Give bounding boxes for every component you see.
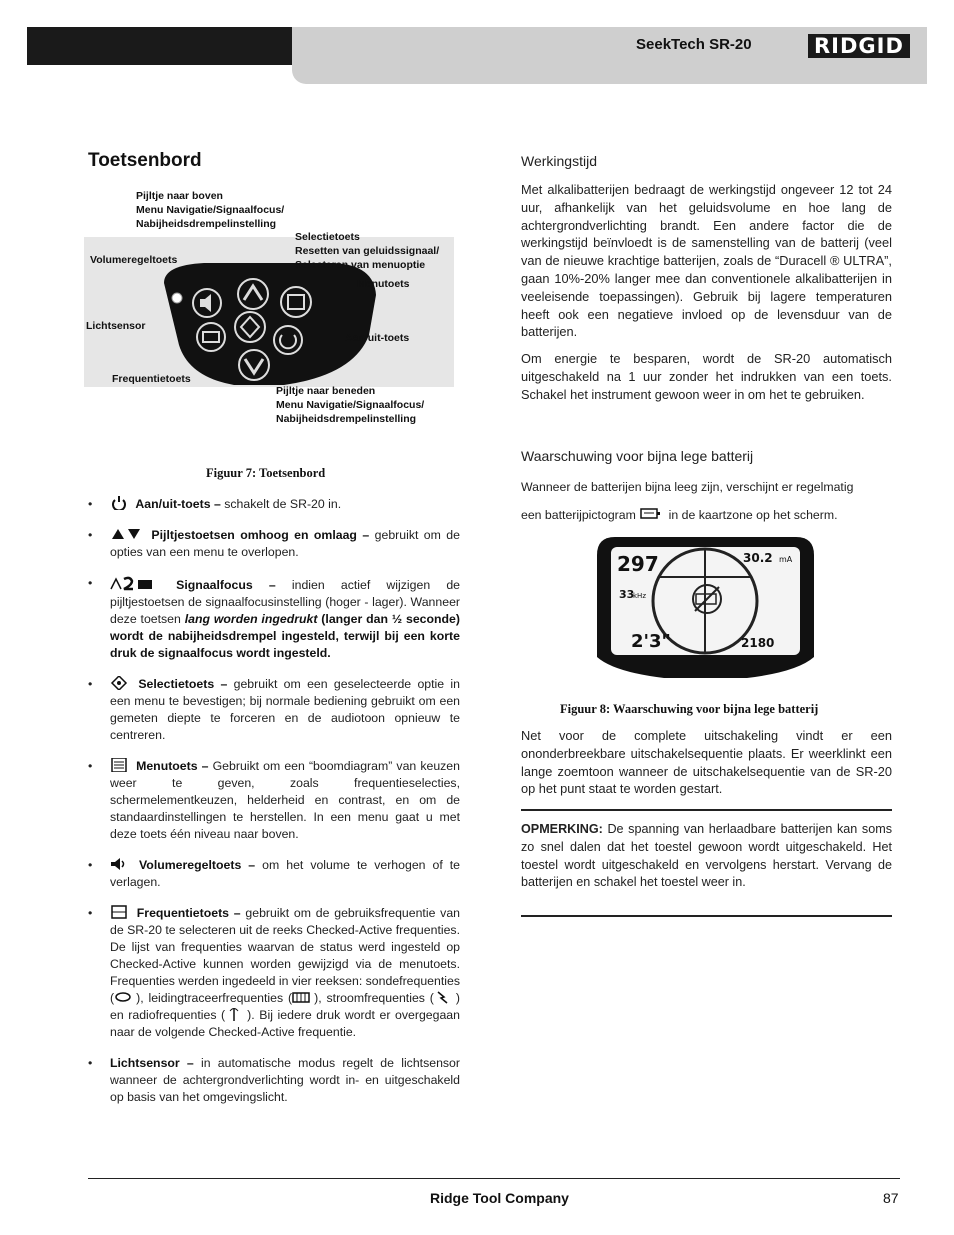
screen-frequency-unit: kHz <box>633 592 646 600</box>
frequency-key-icon <box>197 323 225 351</box>
frequency-icon <box>110 905 128 919</box>
paragraph-uitschakeling: Net voor de complete uitschakeling vindt er een ononderbreekbare uitschakelsequentie plaats. Er weerklinkt een lange zoemtoon wanneer de uitschakelsequentie van de SR-20 op het punt staat te worden gestart. <box>521 728 892 797</box>
label-light-sensor: Lichtsensor <box>86 320 146 332</box>
list-item: • Frequentietoets – gebruikt om de gebruiksfrequentie van de SR-20 te selecteren uit de reeks Checked-Active frequenties. De lijst van frequenties waarvan de status werd ingesteld op Checked-Active kunnen worden gewijzigd via de menutoets. Frequenties werden ingedeeld in vier reeksen: sondefrequenties ( ), leidingtraceerfrequenties ( ), stroomfrequenties ( ) en radiofrequenties ( ). Bij iedere druk wordt er overgegaan naar de volgende Checked-Active frequentie. <box>88 906 461 1039</box>
ridgid-logo: RIDGID <box>808 34 910 58</box>
screen-distance-value: 2'3" <box>631 631 671 652</box>
paragraph-batterij: Wanneer de batterijen bijna leeg zijn, verschijnt er regelmatig een batterijpictogram in de kaartzone op het scherm. <box>521 480 854 522</box>
label-select-key: Selectietoets Resetten van geluidssignaal/ Selecteren van menuoptie <box>295 231 440 271</box>
note-label: OPMERKING: <box>521 822 603 836</box>
figure-8-caption: Figuur 8: Waarschuwing voor bijna lege batterij <box>560 702 819 716</box>
battery-icon <box>639 505 661 521</box>
header-tab <box>292 65 927 84</box>
list-item: • Lichtsensor – in automatische modus regelt de lichtsensor wanneer de achtergrondverlichting wordt in- en uitgeschakeld op basis van het omgevingslicht. <box>88 1056 460 1104</box>
paragraph-energie: Om energie te besparen, wordt de SR-20 automatisch uitgeschakeld na 1 uur zonder het indrukken van een toets. Schakel het instrument gewoon weer in om het te gebruiken. <box>521 351 892 402</box>
select-icon <box>110 676 128 690</box>
list-item: • Menutoets – Gebruikt om een “boomdiagram” van keuzen weer te geven, zoals frequentieselecties, schermelementkeuzen, helderheid en contrast, en om de standaardinstellingen te herstellen. In een menu gaat u met deze toets één niveau naar boven. <box>88 759 460 841</box>
power-key-icon <box>274 326 302 354</box>
screen-current-unit: mA <box>779 555 793 564</box>
screen-frequency-value: 33 <box>619 588 635 601</box>
label-volume-key: Volumeregeltoets <box>90 254 178 266</box>
note-text: De spanning van herlaadbare batterijen kan soms zo snel dalen dat het toestel gewoon wordt uitgeschakeld. Het toestel wordt uitgeschakeld en vervolgens herstart. Vervang de batterijen en schakel het toestel weer in. <box>521 822 892 890</box>
list-item: • Volumeregeltoets – om het volume te verhogen of te verlagen. <box>88 858 461 889</box>
heading-waarschuwing: Waarschuwing voor bijna lege batterij <box>521 448 754 464</box>
footer-rule <box>88 1178 900 1179</box>
footer-company: Ridge Tool Company <box>430 1190 569 1206</box>
power-icon <box>110 496 128 510</box>
list-item: • Aan/uit-toets – schakelt de SR-20 in. <box>88 497 342 511</box>
header-bar-dark <box>27 27 292 65</box>
label-menu-key: Menutoets <box>357 278 410 290</box>
line-trace-frequency-icon <box>292 990 310 1004</box>
label-frequency-key: Frequentietoets <box>112 373 191 385</box>
menu-key-icon <box>281 287 311 317</box>
up-down-arrows-icon <box>110 527 142 541</box>
screen-depth-value: 297 <box>617 552 659 576</box>
product-title: SeekTech SR-20 <box>636 36 752 53</box>
list-item: • Selectietoets – gebruikt om een geselecteerde optie in een menu te bevestigen; bij normale bediening gebruikt om een gemeten diepte te forceren en de audiotoon opnieuw te centreren. <box>88 677 460 742</box>
list-item: • Pijltjestoetsen omhoog en omlaag – gebruikt om de opties van een menu te overlopen. <box>88 528 460 559</box>
signal-focus-icon <box>110 575 156 591</box>
light-sensor-icon <box>172 293 182 303</box>
section-heading: Toetsenbord <box>88 150 202 171</box>
key-description-list <box>88 496 460 1120</box>
screen-current-value: 30.2 <box>743 551 773 565</box>
screen-signal-value: 2180 <box>741 636 775 650</box>
sonde-frequency-icon <box>114 990 132 1004</box>
page-number: 87 <box>883 1190 899 1206</box>
note-rule-bottom <box>521 915 892 917</box>
label-down-arrow: Pijltje naar beneden Menu Navigatie/Signaalfocus/ Nabijheidsdrempelinstelling <box>276 385 425 425</box>
low-battery-screen <box>597 537 814 678</box>
label-power-key: Aan/uit-toets <box>345 332 410 344</box>
volume-icon <box>110 857 128 871</box>
menu-icon <box>110 758 128 772</box>
note-box <box>521 821 892 892</box>
heading-werkingstijd: Werkingstijd <box>521 153 597 169</box>
paragraph-werkingstijd: Met alkalibatterijen bedraagt de werkingstijd ongeveer 12 tot 24 uur, afhankelijk van het geluidsvolume en hoe lang de achtergrondverlichting brandt. Een andere factor die de werkingstijd beïnvloedt is de samenstelling van de batterij (veel van de nieuwe krachtige batterijen, zoals de “Duracell ® ULTRA”, gaan 10%-20% langer mee dan conventionele alkalibatterijen in veeleisende toepassingen). Gebruik bij lagere temperaturen heeft ook een negatieve invloed op de levensduur van de batterijen. <box>521 182 892 340</box>
figure-7-caption: Figuur 7: Toetsenbord <box>206 466 326 480</box>
power-frequency-icon <box>434 990 452 1004</box>
label-up-arrow: Pijltje naar boven Menu Navigatie/Signaalfocus/ Nabijheidsdrempelinstelling <box>136 190 285 230</box>
note-rule-top <box>521 809 892 811</box>
radio-frequency-icon <box>225 1007 243 1021</box>
list-item: • Signaalfocus – indien actief wijzigen de pijltjestoetsen de signaalfocusinstelling (hoger - lager). Wanneer deze toetsen lang worden ingedrukt (langer dan ½ seconde) wordt de nabijheidsdrempel ingesteld, terwijl bij een korte druk de signaalfocus wordt ingesteld. <box>88 576 461 660</box>
